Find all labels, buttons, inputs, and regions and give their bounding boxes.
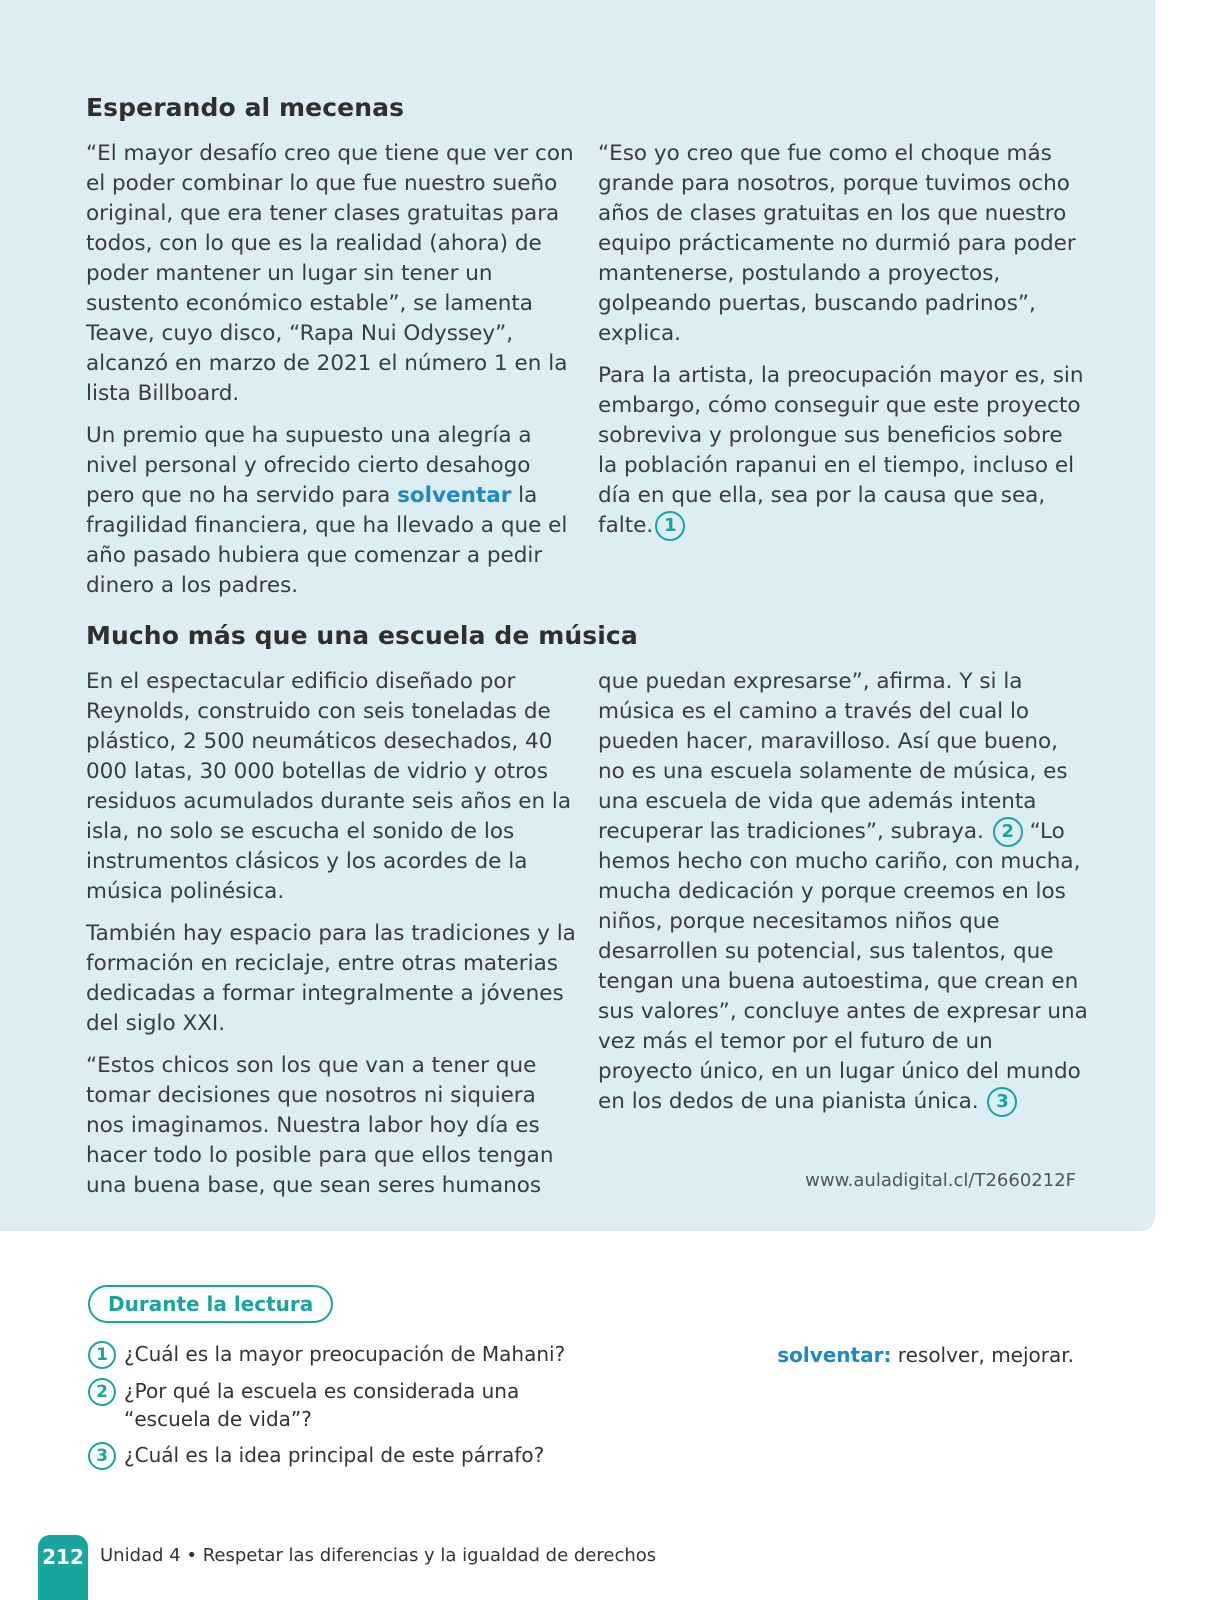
paragraph: “El mayor desafío creo que tiene que ver con el poder combinar lo que fue nuestro sueño original, que era tener clases gratuitas para todos, con lo que es la realidad (ahora) de poder mantener un lugar sin tener un sustento económico estable”, se lamenta Teave, cuyo disco, “Rapa Nui Odyssey”, alcanzó en marzo de 2021 el número 1 en la lista Billboard. — [86, 141, 574, 406]
question-marker-3: 3 — [987, 1087, 1017, 1117]
glossary-keyword: solventar — [397, 483, 512, 508]
section-title-esperando: Esperando al mecenas — [86, 93, 405, 122]
section1-left-column — [86, 139, 576, 613]
footer-unit-title: Unidad 4 • Respetar las diferencias y la igualdad de derechos — [100, 1545, 657, 1566]
paragraph: También hay espacio para las tradiciones y la formación en reciclaje, entre otras materias dedicadas a formar integralmente a jóvenes del siglo XXI. — [86, 921, 576, 1036]
question-item — [88, 1340, 608, 1369]
during-reading-label: Durante la lectura — [88, 1285, 333, 1323]
question-number-icon: 1 — [88, 1341, 116, 1369]
section2-right-column — [598, 667, 1088, 1129]
glossary-entry — [777, 1343, 1074, 1367]
paragraph: “Eso yo creo que fue como el choque más grande para nosotros, porque tuvimos ocho años de clases gratuitas en los que nuestro equipo prácticamente no durmió para poder mantenerse, postulando a proyectos, golpeando puertas, buscando padrinos”, explica. — [598, 141, 1076, 346]
question-number-icon: 3 — [88, 1442, 116, 1470]
paragraph: que puedan expresarse”, afirma. Y si la música es el camino a través del cual lo pueden hacer, maravilloso. Así que bueno, no es una escuela solamente de música, es una escuela de vida que además intenta recuperar las tradiciones”, subraya. 2 “Lo hemos hecho con mucho cariño, con mucha, mucha dedicación y porque creemos en los niños, porque necesitamos niños que desarrollen su potencial, sus talentos, que tengan una buena autoestima, que crean en sus valores”, concluye antes de expresar una vez más el temor por el futuro de un proyecto único, en un lugar único del mundo en los dedos de una pianista única. 3 — [598, 667, 1088, 1117]
question-marker-1: 1 — [655, 511, 685, 541]
question-text: ¿Por qué la escuela es considerada una “escuela de vida”? — [124, 1379, 520, 1431]
source-url: www.auladigital.cl/T2660212F — [805, 1170, 1076, 1191]
question-item — [88, 1441, 608, 1470]
paragraph: Un premio que ha supuesto una alegría a nivel personal y ofrecido cierto desahogo pero que no ha servido para solventar la fragilidad financiera, que ha llevado a que el año pasado hubiera que comenzar a pedir dinero a los padres. — [86, 423, 568, 598]
paragraph: Para la artista, la preocupación mayor es, sin embargo, cómo conseguir que este proyecto sobreviva y prolongue sus beneficios sobre la población rapanui en el tiempo, incluso el día en que ella, sea por la causa que sea, falte. 1 — [598, 361, 1088, 541]
page-number: 212 — [38, 1535, 88, 1600]
question-text: ¿Cuál es la mayor preocupación de Mahani? — [124, 1342, 566, 1366]
question-marker-2: 2 — [993, 817, 1023, 847]
section-title-mucho-mas: Mucho más que una escuela de música — [86, 621, 638, 650]
question-text: ¿Cuál es la idea principal de este párrafo? — [124, 1443, 545, 1467]
glossary-term: solventar: — [777, 1343, 892, 1367]
paragraph: “Estos chicos son los que van a tener que tomar decisiones que nosotros ni siquiera nos imaginamos. Nuestra labor hoy día es hacer todo lo posible para que ellos tengan una buena base, que sean seres humanos — [86, 1053, 554, 1198]
glossary-definition: resolver, mejorar. — [891, 1343, 1074, 1367]
section1-right-column — [598, 139, 1088, 553]
question-list — [88, 1340, 608, 1478]
question-number-icon: 2 — [88, 1378, 116, 1406]
paragraph: En el espectacular edificio diseñado por Reynolds, construido con seis toneladas de plástico, 2 500 neumáticos desechados, 40 000 latas, 30 000 botellas de vidrio y otros residuos acumulados durante seis años en la isla, no solo se escucha el sonido de los instrumentos clásicos y los acordes de la música polinésica. — [86, 669, 572, 904]
question-item — [88, 1377, 608, 1433]
section2-left-column — [86, 667, 576, 1213]
